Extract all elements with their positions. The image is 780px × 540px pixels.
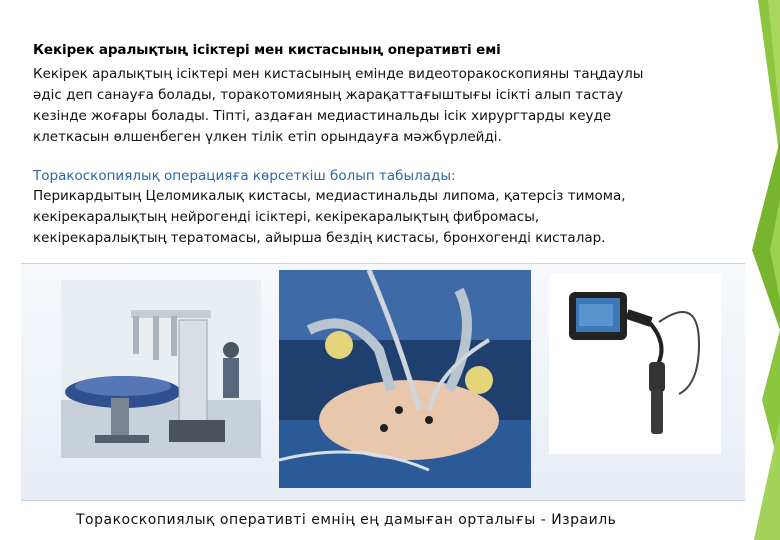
intro-line: әдіс деп санауға болады, торакотомияның жарақаттағыштығы ісікті алып тастау <box>33 87 623 103</box>
surgical-robot-photo <box>61 280 261 458</box>
decorative-green-triangles <box>740 0 780 540</box>
indication-line: Перикардытың Целомикалық кистасы, медиастинальды липома, қатерсіз тимома, <box>33 188 626 204</box>
intro-paragraph <box>33 64 745 148</box>
slide-caption: Торакоскопиялық оперативті емнің ең дамыған орталығы - Израиль <box>76 512 617 528</box>
intro-line: Кекірек аралықтың ісіктері мен кистасының емінде видеоторакоскопияны таңдаулы <box>33 66 644 82</box>
thoracoscopic-surgery-photo <box>279 270 531 488</box>
video-endoscope-device-photo <box>549 274 721 454</box>
photo-strip <box>21 263 745 501</box>
slide-heading: Кекірек аралықтың ісіктері мен кистасының оперативті емі <box>33 42 501 58</box>
indication-line: кекірекаралықтың нейрогенді ісіктері, кекірекаралықтың фибромасы, <box>33 209 540 225</box>
main-text-block <box>33 42 745 249</box>
intro-line: кезінде жоғары болады. Тіпті, аздаған медиастинальды ісік хирургтарды кеуде <box>33 108 612 124</box>
indication-paragraph <box>33 186 745 249</box>
intro-line: клеткасын өлшенбеген үлкен тілік етіп орындауға мәжбүрлейді. <box>33 129 502 145</box>
indication-line: кекірекаралықтың тератомасы, айырша бездің кистасы, бронхогенді кисталар. <box>33 230 606 246</box>
indication-heading: Торакоскопиялық операцияға көрсеткіш болып табылады: <box>33 168 456 184</box>
